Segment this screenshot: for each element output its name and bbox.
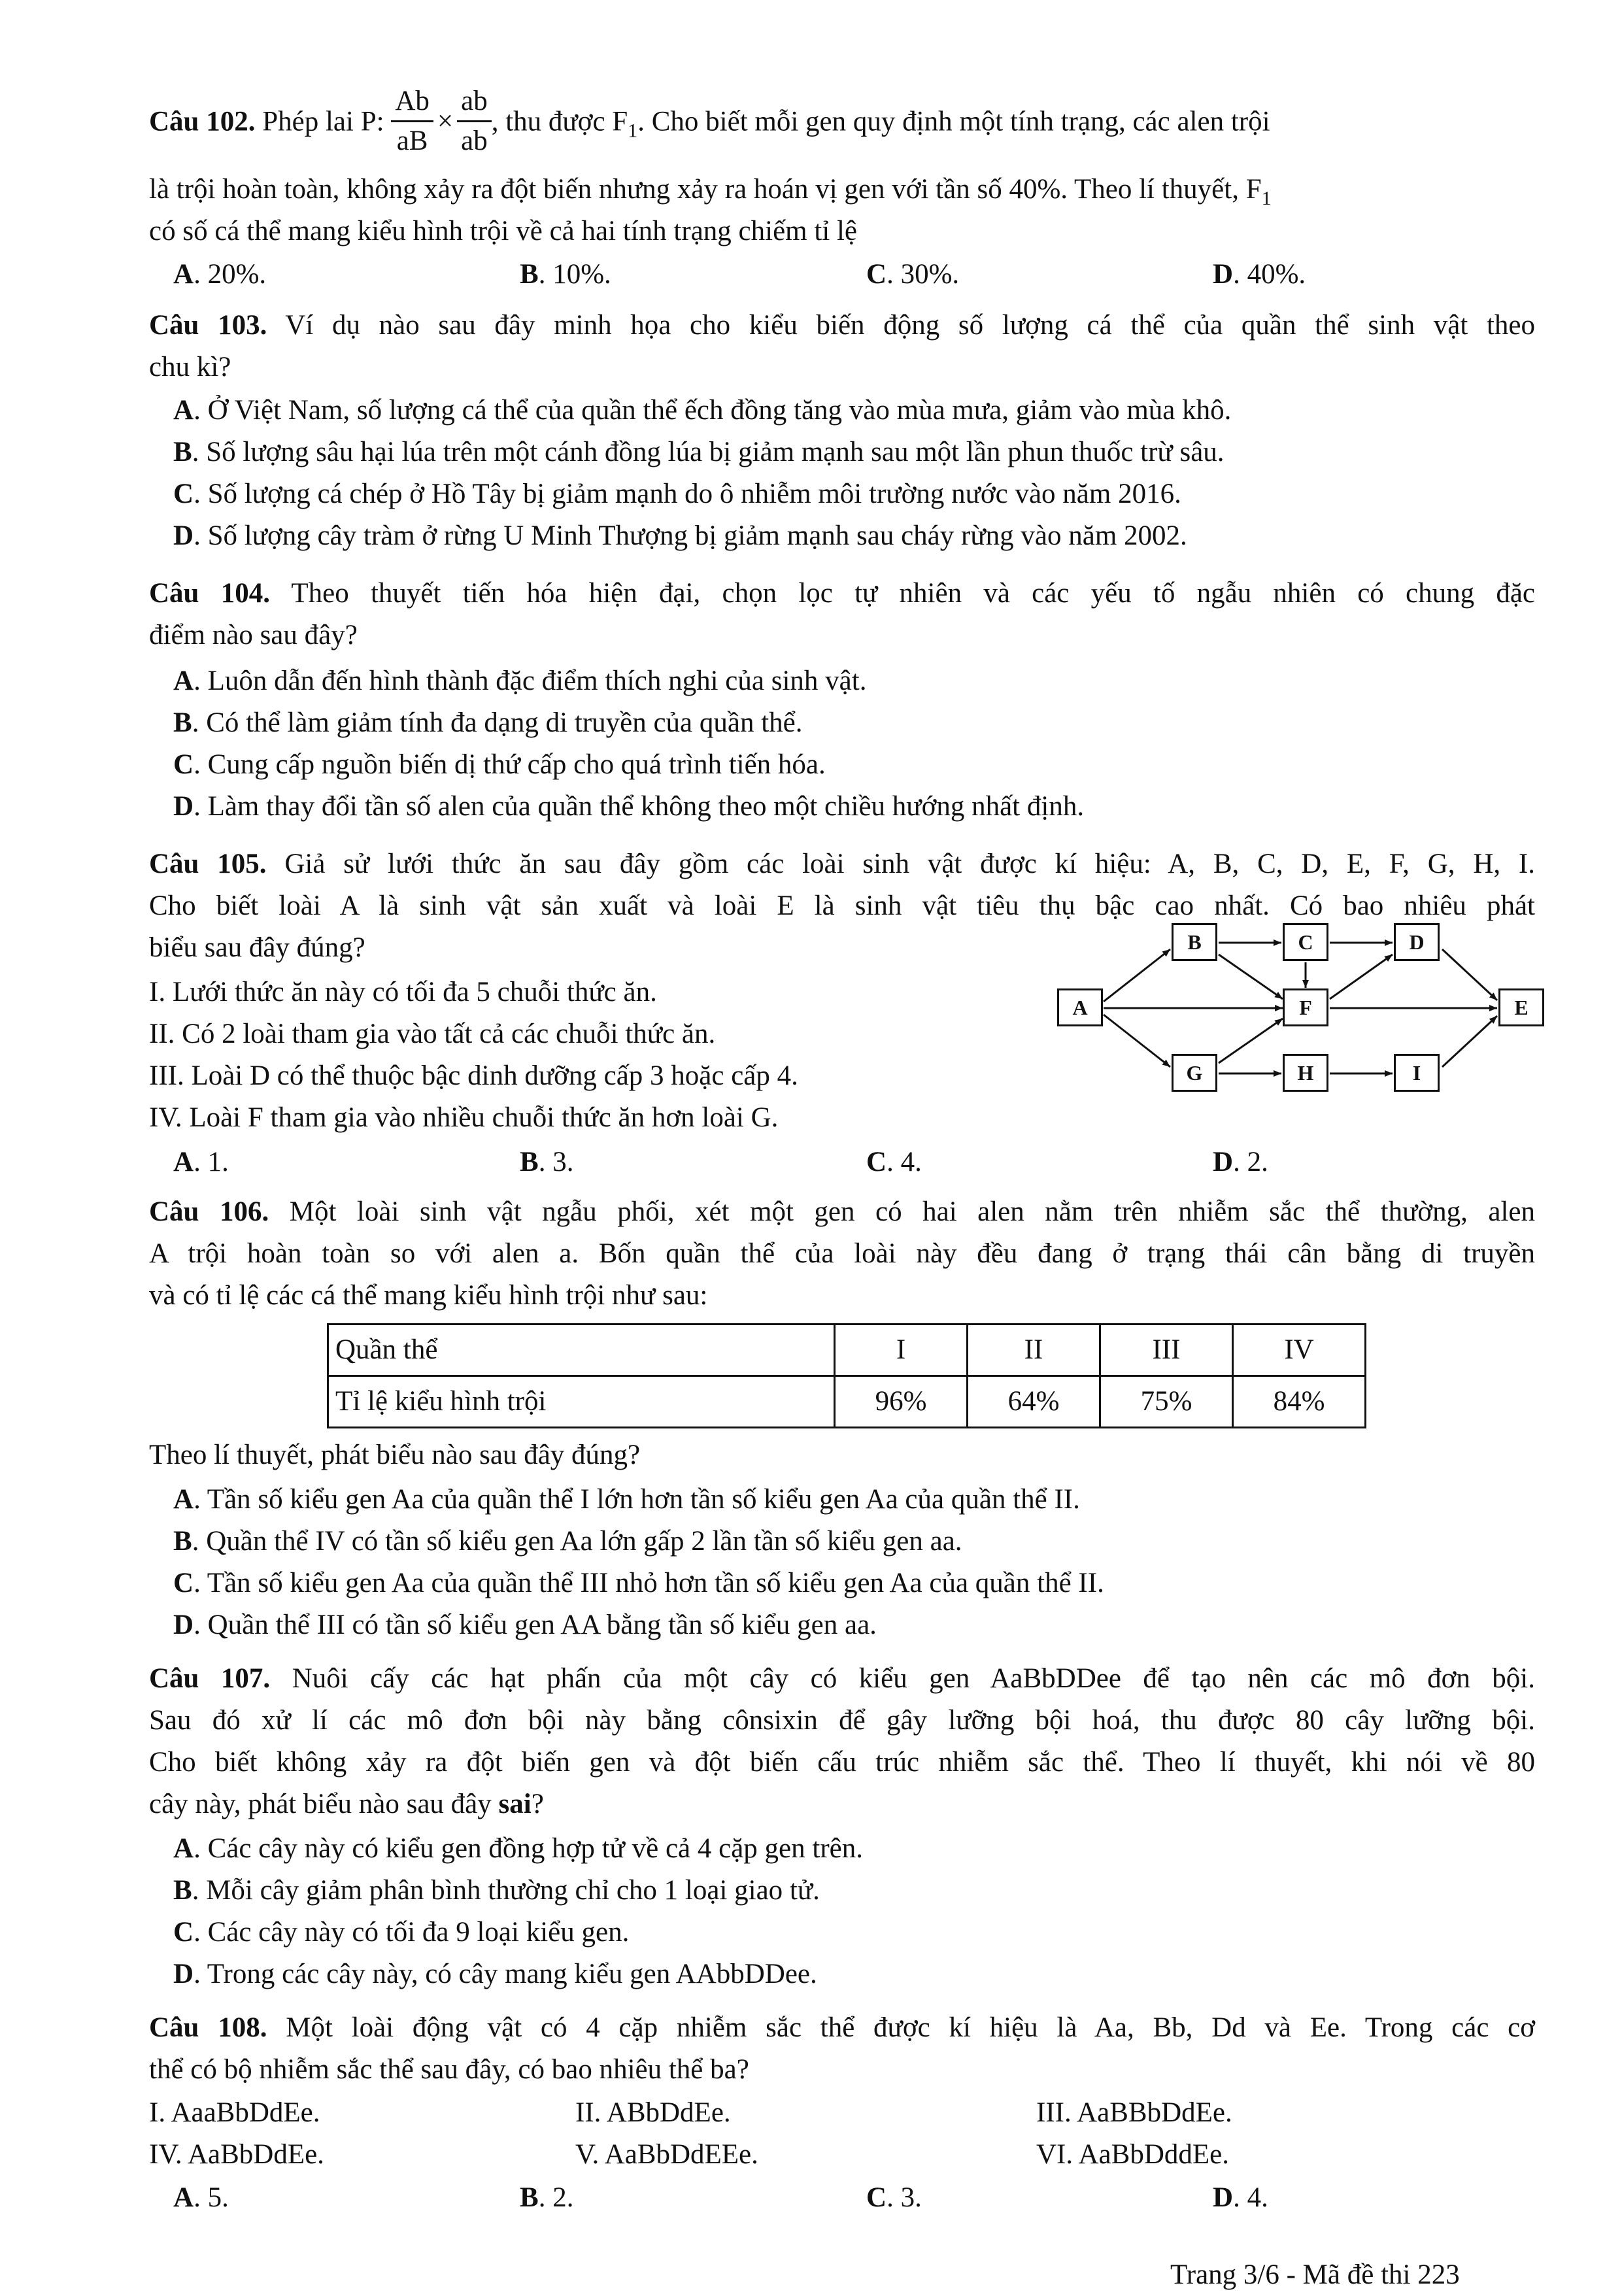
q108-answer-a: A. 5.	[173, 2182, 229, 2213]
q108-item-6: VI. AaBbDddEe.	[1036, 2139, 1229, 2170]
q105-answer-c: C. 4.	[866, 1147, 922, 1177]
q103-option-c: C. Số lượng cá chép ở Hồ Tây bị giảm mạnh do ô nhiễm môi trường nước vào năm 2016.	[173, 479, 1181, 509]
q104-line2: điểm nào sau đây?	[149, 620, 358, 650]
node-b: B	[1172, 923, 1217, 961]
q105-answer-d: D. 2.	[1213, 1147, 1268, 1177]
q104-option-d: D. Làm thay đổi tần số alen của quần thể không theo một chiều hướng nhất định.	[173, 791, 1085, 822]
q106-option-b: B. Quần thể IV có tần số kiểu gen Aa lớn gấp 2 lần tần số kiểu gen aa.	[173, 1526, 962, 1557]
node-e: E	[1498, 988, 1544, 1026]
fraction-ab-aB: $\frac{Ab}{aB}$	[391, 82, 433, 160]
q102-answer-b: B. 10%.	[520, 259, 611, 290]
q106-line3: và có tỉ lệ các cá thể mang kiểu hình trội như sau:	[149, 1280, 708, 1311]
q108-line1: Câu 108. Một loài động vật có 4 cặp nhiễm sắc thể được kí hiệu là Aa, Bb, Dd và Ee. Trong các cơ	[149, 2012, 1535, 2043]
q108-answer-b: B. 2.	[520, 2182, 574, 2213]
q102-answer-a: A. 20%.	[173, 259, 267, 290]
q106-line2: A trội hoàn toàn so với alen a. Bốn quần thể của loài này đều đang ở trạng thái cân bằng di truyền	[149, 1238, 1535, 1269]
table-cell: III	[1100, 1325, 1233, 1376]
q103-option-a: A. Ở Việt Nam, số lượng cá thể của quần thể ếch đồng tăng vào mùa mưa, giảm vào mùa khô.	[173, 395, 1232, 426]
question-number: Câu 102.	[149, 106, 256, 137]
q108-item-3: III. AaBBbDdEe.	[1036, 2097, 1232, 2128]
node-i: I	[1394, 1054, 1440, 1092]
table-cell: 96%	[835, 1376, 968, 1428]
q102-answer-d: D. 40%.	[1213, 259, 1306, 290]
q104-option-c: C. Cung cấp nguồn biến dị thứ cấp cho quá trình tiến hóa.	[173, 749, 826, 780]
q102-answer-c: C. 30%.	[866, 259, 960, 290]
q108-item-5: V. AaBbDdEEe.	[575, 2139, 758, 2170]
table-cell: 75%	[1100, 1376, 1233, 1428]
table-cell: Quần thể	[328, 1325, 835, 1376]
table-cell: Tỉ lệ kiểu hình trội	[328, 1376, 835, 1428]
q108-answer-d: D. 4.	[1213, 2182, 1268, 2213]
edge-a-b	[1104, 949, 1170, 1002]
q103-option-d: D. Số lượng cây tràm ở rừng U Minh Thượng bị giảm mạnh sau cháy rừng vào năm 2002.	[173, 520, 1187, 551]
q107-option-c: C. Các cây này có tối đa 9 loại kiểu gen.	[173, 1917, 630, 1948]
q106-line1: Câu 106. Một loài sinh vật ngẫu phối, xét một gen có hai alen nằm trên nhiễm sắc thể thường, alen	[149, 1196, 1536, 1227]
q104-option-a: A. Luôn dẫn đến hình thành đặc điểm thích nghi của sinh vật.	[173, 666, 867, 696]
edge-b-f	[1219, 954, 1283, 999]
q105-answer-a: A. 1.	[173, 1147, 229, 1177]
q102-line2: là trội hoàn toàn, không xảy ra đột biến nhưng xảy ra hoán vị gen với tần số 40%. Theo lí thuyết, $F_1$	[149, 174, 1272, 209]
q108-answer-c: C. 3.	[866, 2182, 922, 2213]
edge-i-e	[1442, 1016, 1497, 1067]
q107-line4: cây này, phát biểu nào sau đây sai?	[149, 1789, 544, 1819]
q107-line1: Câu 107. Nuôi cấy các hạt phấn của một cây có kiểu gen AaBbDDee để tạo nên các mô đơn bội.	[149, 1663, 1535, 1694]
node-f: F	[1283, 988, 1328, 1026]
q105-statement-4: IV. Loài F tham gia vào nhiều chuỗi thức ăn hơn loài G.	[149, 1102, 779, 1133]
q104-line1: Câu 104. Theo thuyết tiến hóa hiện đại, chọn lọc tự nhiên và các yếu tố ngẫu nhiên có chung đặc	[149, 578, 1536, 609]
q107-option-b: B. Mỗi cây giảm phân bình thường chỉ cho 1 loại giao tử.	[173, 1875, 820, 1906]
node-g: G	[1172, 1054, 1217, 1092]
edge-f-d	[1330, 954, 1393, 999]
q102-line1: Câu 102. Phép lai P: $\frac{Ab}{aB}$ × $\frac{ab}{ab}$ , thu được $F_1$. Cho biết mỗi gen quy định một tính trạng, các alen trội	[149, 85, 1270, 163]
q108-item-1: I. AaaBbDdEe.	[149, 2097, 320, 2128]
q105-line2: Cho biết loài A là sinh vật sản xuất và loài E là sinh vật tiêu thụ bậc cao nhất. Có bao nhiêu phát	[149, 890, 1535, 921]
q105-answer-b: B. 3.	[520, 1147, 574, 1177]
node-c: C	[1283, 923, 1328, 961]
table-row	[328, 1376, 1366, 1428]
node-d: D	[1394, 923, 1440, 961]
edge-a-g	[1104, 1015, 1170, 1067]
q108-line2: thể có bộ nhiễm sắc thể sau đây, có bao nhiêu thể ba?	[149, 2054, 749, 2085]
table-cell: II	[968, 1325, 1100, 1376]
edge-g-f	[1219, 1019, 1283, 1063]
q108-item-2: II. ABbDdEe.	[575, 2097, 731, 2128]
q105-statement-1: I. Lưới thức ăn này có tối đa 5 chuỗi thức ăn.	[149, 977, 657, 1007]
q103-line2: chu kì?	[149, 352, 231, 382]
q105-line3: biểu sau đây đúng?	[149, 932, 365, 963]
q105-line1: Câu 105. Giả sử lưới thức ăn sau đây gồm các loài sinh vật được kí hiệu: A, B, C, D, E, F, G, H, I.	[149, 849, 1535, 879]
q103-line1: Câu 103. Ví dụ nào sau đây minh họa cho kiểu biến động số lượng cá thể của quần thể sinh vật theo	[149, 310, 1535, 341]
q104-option-b: B. Có thể làm giảm tính đa dạng di truyền của quần thể.	[173, 707, 803, 738]
q106-option-a: A. Tần số kiểu gen Aa của quần thể I lớn hơn tần số kiểu gen Aa của quần thể II.	[173, 1484, 1080, 1515]
q107-option-d: D. Trong các cây này, có cây mang kiểu gen AAbbDDee.	[173, 1959, 817, 1989]
fraction-ab-ab: $\frac{ab}{ab}$	[457, 82, 492, 160]
table-cell: IV	[1233, 1325, 1366, 1376]
dominance-table	[327, 1323, 1366, 1428]
q107-line3: Cho biết không xảy ra đột biến gen và đột biến cấu trúc nhiễm sắc thể. Theo lí thuyết, khi nói về 80	[149, 1747, 1535, 1778]
table-cell: 84%	[1233, 1376, 1366, 1428]
q105-statement-3: III. Loài D có thể thuộc bậc dinh dưỡng cấp 3 hoặc cấp 4.	[149, 1060, 798, 1091]
q107-option-a: A. Các cây này có kiểu gen đồng hợp tử về cả 4 cặp gen trên.	[173, 1833, 863, 1864]
table-row	[328, 1325, 1366, 1376]
q107-line2: Sau đó xử lí các mô đơn bội này bằng cônsixin để gây lưỡng bội hoá, thu được 80 cây lưỡng bội.	[149, 1705, 1535, 1736]
q106-option-d: D. Quần thể III có tần số kiểu gen AA bằng tần số kiểu gen aa.	[173, 1610, 877, 1640]
q108-item-4: IV. AaBbDdEe.	[149, 2139, 324, 2170]
table-cell: I	[835, 1325, 968, 1376]
q105-statement-2: II. Có 2 loài tham gia vào tất cả các chuỗi thức ăn.	[149, 1019, 716, 1049]
node-h: H	[1283, 1054, 1328, 1092]
q103-option-b: B. Số lượng sâu hại lúa trên một cánh đồng lúa bị giảm mạnh sau một lần phun thuốc trừ sâu.	[173, 437, 1225, 467]
q106-option-c: C. Tần số kiểu gen Aa của quần thể III nhỏ hơn tần số kiểu gen Aa của quần thể II.	[173, 1568, 1104, 1598]
edge-d-e	[1442, 949, 1497, 1000]
node-a: A	[1057, 988, 1103, 1026]
table-cell: 64%	[968, 1376, 1100, 1428]
q106-prompt: Theo lí thuyết, phát biểu nào sau đây đúng?	[149, 1440, 641, 1470]
page-footer: Trang 3/6 - Mã đề thi 223	[1170, 2259, 1460, 2290]
q102-line3: có số cá thể mang kiểu hình trội về cả hai tính trạng chiếm tỉ lệ	[149, 216, 858, 246]
